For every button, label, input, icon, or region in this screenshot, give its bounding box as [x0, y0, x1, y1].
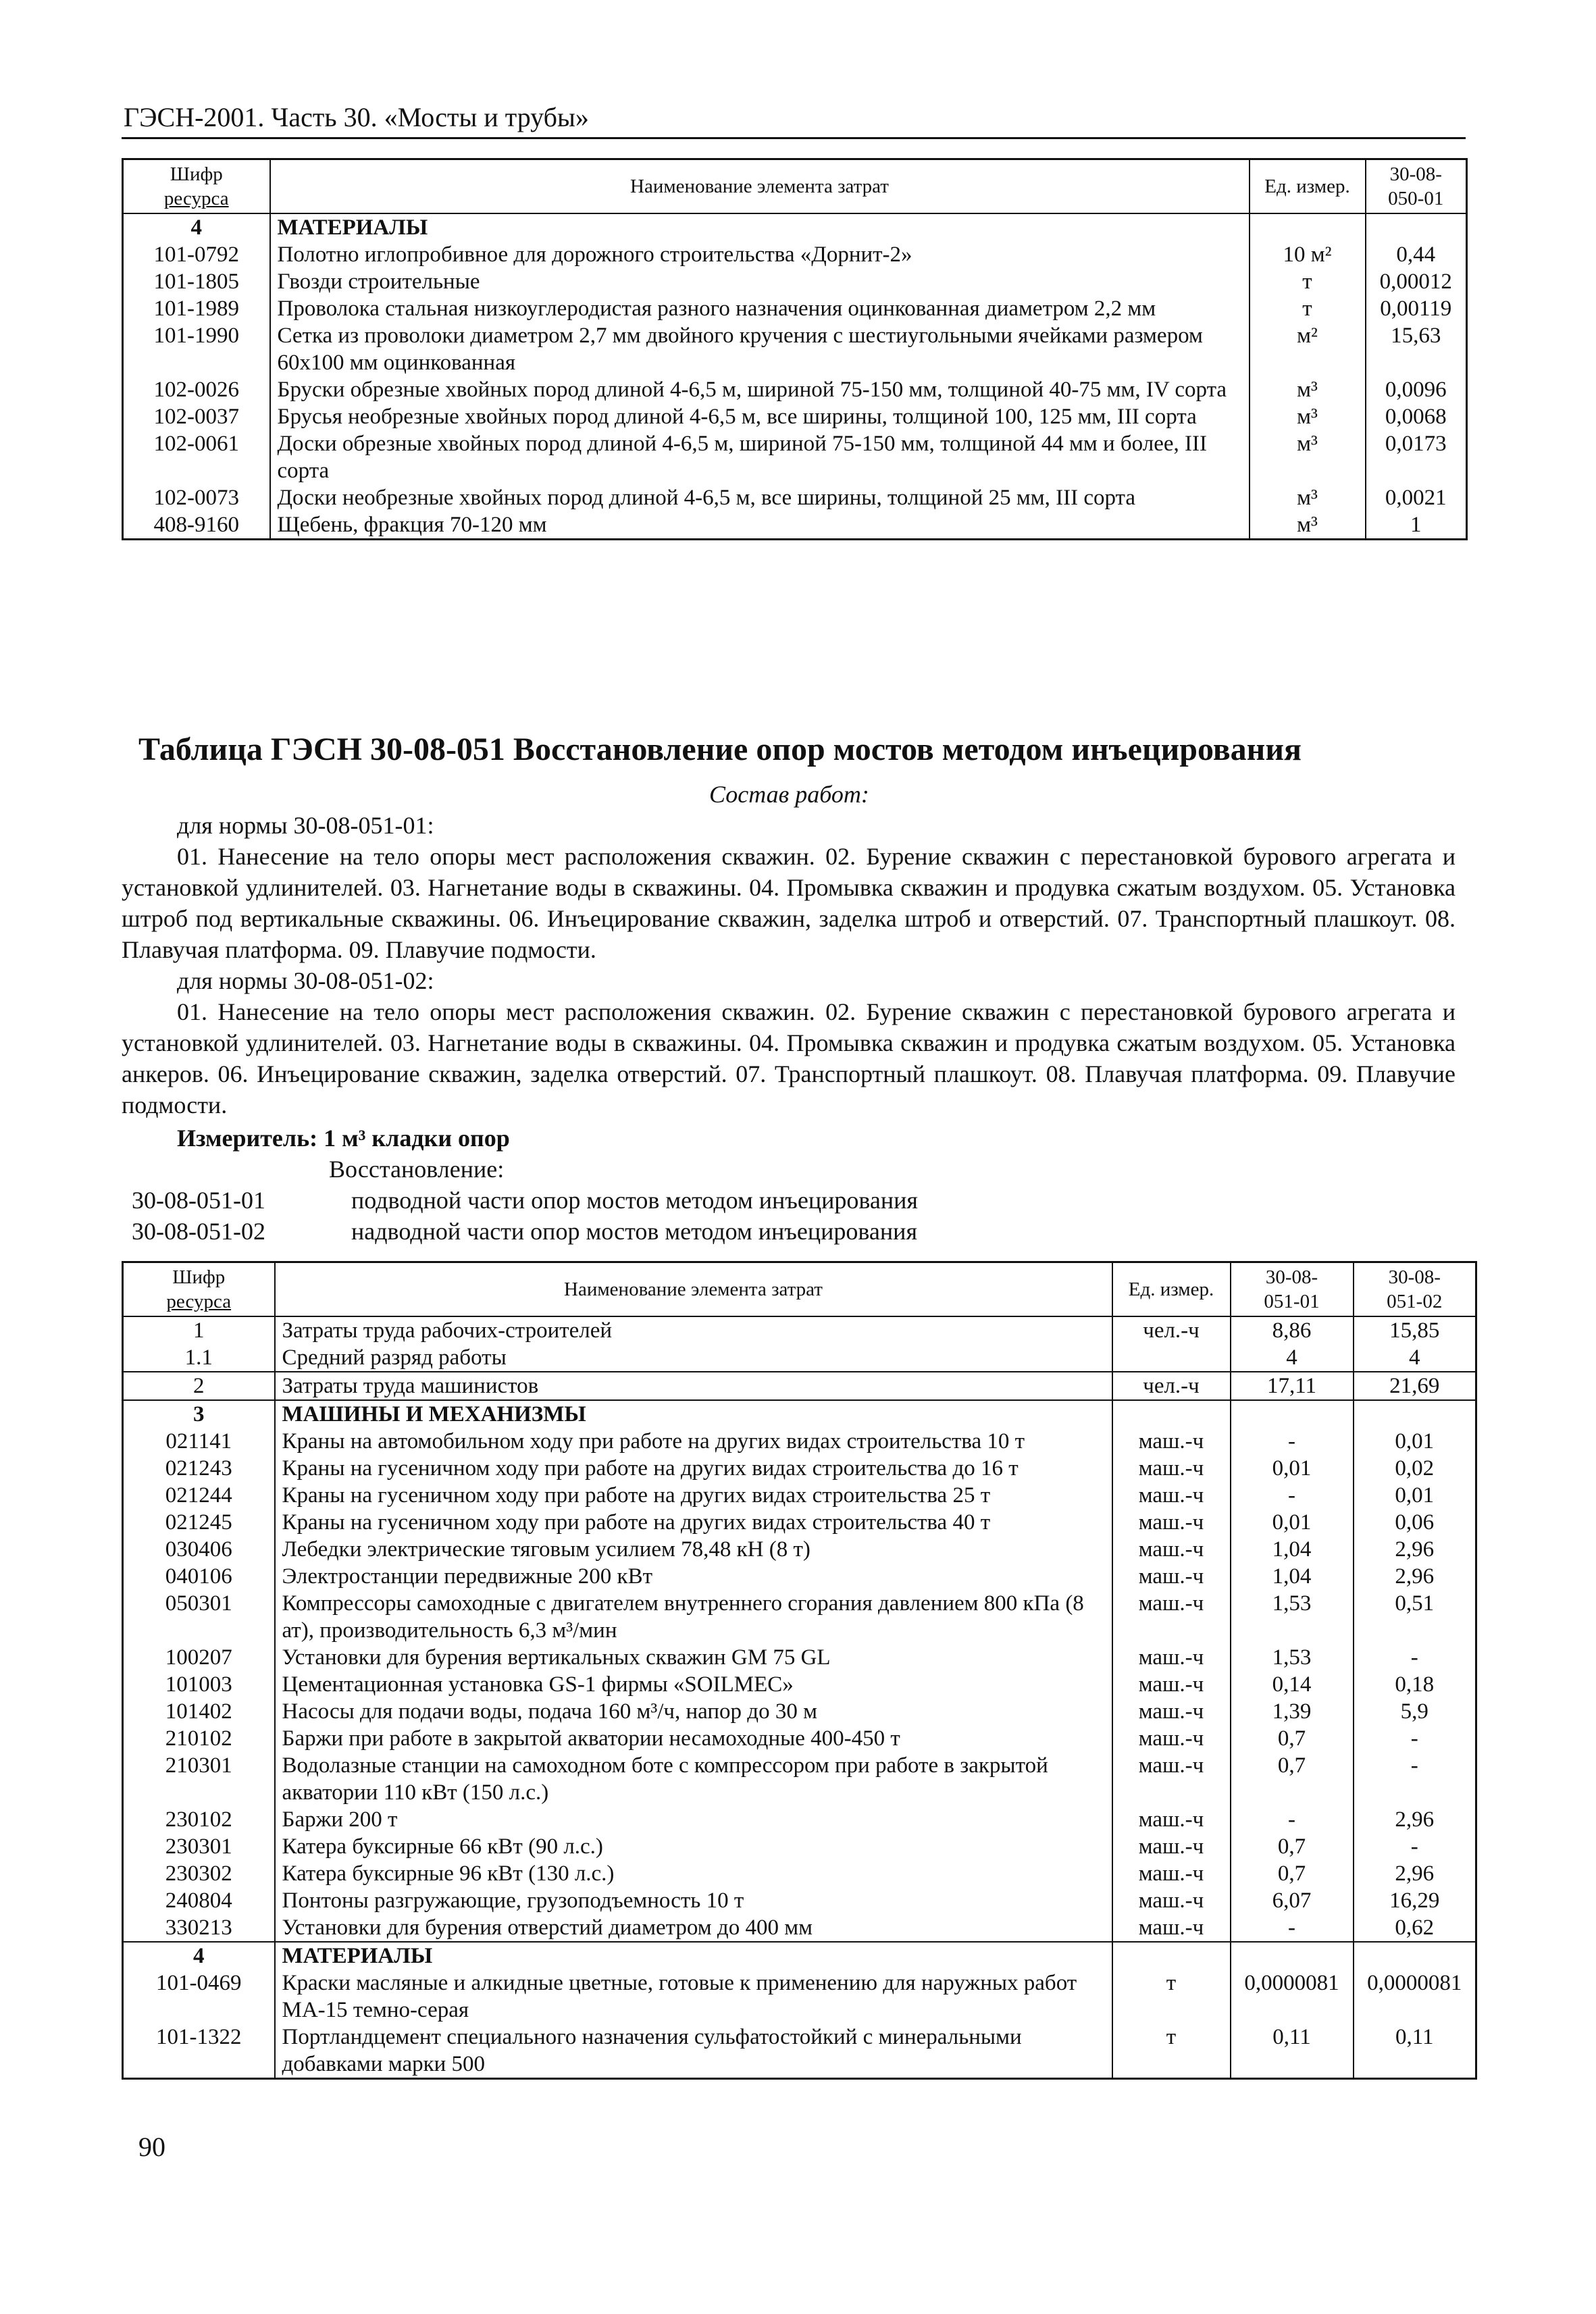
resources-table-051: [122, 1261, 1477, 2080]
cell-code: 230102: [123, 1806, 275, 1833]
cell-value-2: 0,11: [1354, 2024, 1476, 2079]
cell-value-2: 0,18: [1354, 1671, 1476, 1698]
cell-code: 1: [123, 1316, 275, 1344]
norm-item: [132, 1216, 917, 1247]
norm-code: 30-08-051-02: [132, 1218, 265, 1245]
cell-name: Краны на автомобильном ходу при работе на других видах строительства 10 т: [275, 1428, 1112, 1455]
table-row: [123, 2024, 1476, 2079]
cell-unit: м³: [1250, 511, 1366, 540]
table-row: [123, 1536, 1476, 1563]
cell-name: МАТЕРИАЛЫ: [275, 1942, 1112, 1970]
cell-value-1: 0,7: [1231, 1860, 1354, 1887]
cell-value-2: -: [1354, 1833, 1476, 1860]
header-code: Шифр ресурса: [123, 1262, 275, 1316]
norm-text: подводной части опор мостов методом инъецирования: [351, 1187, 918, 1214]
cell-name: Полотно иглопробивное для дорожного строительства «Дорнит-2»: [270, 241, 1250, 268]
table-row: [123, 1644, 1476, 1671]
cell-unit: чел.-ч: [1112, 1372, 1231, 1400]
measure-unit: Измеритель: 1 м³ кладки опор: [177, 1125, 510, 1152]
cell-value-2: 21,69: [1354, 1372, 1476, 1400]
norm-text: надводной части опор мостов методом инъецирования: [351, 1218, 918, 1245]
table-row: [123, 511, 1467, 540]
section-row: [123, 213, 1467, 241]
table-row: [123, 1806, 1476, 1833]
cell-name: Насосы для подачи воды, подача 160 м³/ч, напор до 30 м: [275, 1698, 1112, 1725]
cell-unit: маш.-ч: [1112, 1914, 1231, 1942]
cell-unit: м³: [1250, 484, 1366, 511]
cell-name: Баржи при работе в закрытой акватории несамоходные 400-450 т: [275, 1725, 1112, 1752]
cell-unit: маш.-ч: [1112, 1833, 1231, 1860]
cell-value-1: [1231, 1400, 1354, 1428]
cell-value-2: -: [1354, 1725, 1476, 1752]
cell-code: 021141: [123, 1428, 275, 1455]
cell-value-2: 2,96: [1354, 1860, 1476, 1887]
table-row: [123, 1914, 1476, 1942]
table-row: [123, 430, 1467, 484]
cell-value-2: 0,62: [1354, 1914, 1476, 1942]
cell-unit: маш.-ч: [1112, 1590, 1231, 1644]
cell-value-1: 1,04: [1231, 1563, 1354, 1590]
cell-name: Затраты труда машинистов: [275, 1372, 1112, 1400]
table-row: [123, 1344, 1476, 1372]
cell-value-2: [1354, 1942, 1476, 1970]
cell-value-1: 0,7: [1231, 1752, 1354, 1806]
cell-code: 021244: [123, 1482, 275, 1509]
cell-name: Краны на гусеничном ходу при работе на других видах строительства 40 т: [275, 1509, 1112, 1536]
table-header: [123, 159, 1467, 213]
cell-code: 210301: [123, 1752, 275, 1806]
cell-value-1: 0,01: [1231, 1455, 1354, 1482]
cell-value-1: 6,07: [1231, 1887, 1354, 1914]
cell-unit: чел.-ч: [1112, 1316, 1231, 1344]
cell-unit: м³: [1250, 376, 1366, 403]
cell-value-1: 0,00119: [1366, 295, 1467, 322]
table-row: [123, 1698, 1476, 1725]
cell-code: 102-0026: [123, 376, 270, 403]
cell-code: 101003: [123, 1671, 275, 1698]
cell-value-1: [1231, 1942, 1354, 1970]
cell-value-2: 4: [1354, 1344, 1476, 1372]
cell-value-1: 0,0096: [1366, 376, 1467, 403]
work-composition-heading: Состав работ:: [709, 781, 869, 808]
cell-name: Установки для бурения отверстий диаметром до 400 мм: [275, 1914, 1112, 1942]
cell-code: 102-0061: [123, 430, 270, 484]
cell-code: 101-1322: [123, 2024, 275, 2079]
cell-unit: маш.-ч: [1112, 1698, 1231, 1725]
cell-code: 100207: [123, 1644, 275, 1671]
table-row: [123, 1428, 1476, 1455]
cell-value-1: -: [1231, 1482, 1354, 1509]
cell-code: 030406: [123, 1536, 275, 1563]
cell-code: 101-0469: [123, 1970, 275, 2024]
cell-name: Компрессоры самоходные с двигателем внутреннего сгорания давлением 800 кПа (8 ат), производительность 6,3 м³/мин: [275, 1590, 1112, 1644]
header-code: Шифр ресурса: [123, 159, 270, 213]
table-row: [123, 1482, 1476, 1509]
cell-code: 021245: [123, 1509, 275, 1536]
cell-code: 3: [123, 1400, 275, 1428]
cell-name: Цементационная установка GS-1 фирмы «SOILMEC»: [275, 1671, 1112, 1698]
table-row: [123, 1590, 1476, 1644]
cell-unit: маш.-ч: [1112, 1455, 1231, 1482]
table-row: [123, 1970, 1476, 2024]
cell-value-2: 0,51: [1354, 1590, 1476, 1644]
cell-value-1: 8,86: [1231, 1316, 1354, 1344]
cell-value-1: -: [1231, 1428, 1354, 1455]
table-row: [123, 1563, 1476, 1590]
cell-name: МАТЕРИАЛЫ: [270, 213, 1250, 241]
cell-value-2: 5,9: [1354, 1698, 1476, 1725]
cell-value-2: 0,02: [1354, 1455, 1476, 1482]
cell-unit: маш.-ч: [1112, 1671, 1231, 1698]
running-header: ГЭСН-2001. Часть 30. «Мосты и трубы»: [124, 102, 589, 132]
table-row: [123, 1887, 1476, 1914]
cell-value-1: 1,53: [1231, 1590, 1354, 1644]
cell-unit: м³: [1250, 403, 1366, 430]
table-header: [123, 1262, 1476, 1316]
cell-value-2: 16,29: [1354, 1887, 1476, 1914]
cell-value-1: 0,14: [1231, 1671, 1354, 1698]
cell-unit: маш.-ч: [1112, 1482, 1231, 1509]
cell-code: 050301: [123, 1590, 275, 1644]
table-body: [123, 1316, 1476, 2079]
cell-value-1: 17,11: [1231, 1372, 1354, 1400]
cell-code: 021243: [123, 1455, 275, 1482]
cell-value-1: 0,0021: [1366, 484, 1467, 511]
cell-name: Водолазные станции на самоходном боте с компрессором при работе в закрытой акватории 110 кВт (150 л.с.): [275, 1752, 1112, 1806]
table-row: [123, 322, 1467, 376]
section-row: [123, 1400, 1476, 1428]
cell-value-1: 4: [1231, 1344, 1354, 1372]
cell-code: 1.1: [123, 1344, 275, 1372]
header-col-051-02: 30-08- 051-02: [1354, 1262, 1476, 1316]
table-row: [123, 1725, 1476, 1752]
header-col-051-01: 30-08- 051-01: [1231, 1262, 1354, 1316]
cell-code: 2: [123, 1372, 275, 1400]
cell-name: Доски необрезные хвойных пород длиной 4-6,5 м, все ширины, толщиной 25 мм, III сорта: [270, 484, 1250, 511]
table-row: [123, 1833, 1476, 1860]
cell-unit: т: [1250, 295, 1366, 322]
cell-value-2: 0,01: [1354, 1482, 1476, 1509]
cell-value-2: 0,0000081: [1354, 1970, 1476, 2024]
cell-unit: маш.-ч: [1112, 1752, 1231, 1806]
cell-value-1: [1366, 213, 1467, 241]
cell-value-1: -: [1231, 1914, 1354, 1942]
cell-code: 230302: [123, 1860, 275, 1887]
cell-name: Сетка из проволоки диаметром 2,7 мм двойного кручения с шестиугольными ячейками размером 60х100 мм оцинкованная: [270, 322, 1250, 376]
cell-value-1: 0,00012: [1366, 268, 1467, 295]
cell-value-1: 1,39: [1231, 1698, 1354, 1725]
cell-code: 101-1805: [123, 268, 270, 295]
norm1-label: для нормы 30-08-051-01:: [177, 812, 434, 839]
cell-code: 101402: [123, 1698, 275, 1725]
cell-value-1: 0,0000081: [1231, 1970, 1354, 2024]
table-row: [123, 1455, 1476, 1482]
cell-value-2: 15,85: [1354, 1316, 1476, 1344]
cell-unit: т: [1250, 268, 1366, 295]
cell-code: 101-1990: [123, 322, 270, 376]
cell-code: 330213: [123, 1914, 275, 1942]
cell-name: Электростанции передвижные 200 кВт: [275, 1563, 1112, 1590]
table-row: [123, 1372, 1476, 1400]
cell-unit: маш.-ч: [1112, 1428, 1231, 1455]
cell-code: 4: [123, 213, 270, 241]
cell-value-1: 0,7: [1231, 1833, 1354, 1860]
section-row: [123, 1942, 1476, 1970]
cell-unit: маш.-ч: [1112, 1644, 1231, 1671]
table-row: [123, 1316, 1476, 1344]
cell-name: Краски масляные и алкидные цветные, готовые к применению для наружных работ МА-15 темно-серая: [275, 1970, 1112, 2024]
cell-value-1: 1: [1366, 511, 1467, 540]
cell-unit: т: [1112, 2024, 1231, 2079]
cell-name: Установки для бурения вертикальных скважин GM 75 GL: [275, 1644, 1112, 1671]
header-name: Наименование элемента затрат: [270, 159, 1250, 213]
cell-code: 230301: [123, 1833, 275, 1860]
cell-name: Брусья необрезные хвойных пород длиной 4-6,5 м, все ширины, толщиной 100, 125 мм, III сорта: [270, 403, 1250, 430]
cell-name: Затраты труда рабочих-строителей: [275, 1316, 1112, 1344]
cell-unit: маш.-ч: [1112, 1536, 1231, 1563]
cell-value-2: 0,01: [1354, 1428, 1476, 1455]
norm1-work-text: 01. Нанесение на тело опоры мест расположения скважин. 02. Бурение скважин с перестановкой бурового агрегата и установкой удлинителей. 03. Нагнетание воды в скважины. 04. Промывка скважин и продувка сжатым воздухом. 05. Установка штроб под вертикальные скважины. 06. Инъецирование скважин, заделка штроб и отверстий. 07. Транспортный плашкоут. 08. Плавучая платформа. 09. Плавучие подмости.: [122, 843, 1456, 963]
cell-name: Баржи 200 т: [275, 1806, 1112, 1833]
cell-unit: маш.-ч: [1112, 1725, 1231, 1752]
table-row: [123, 376, 1467, 403]
cell-name: Доски обрезные хвойных пород длиной 4-6,5 м, шириной 75-150 мм, толщиной 44 мм и более, III сорта: [270, 430, 1250, 484]
cell-name: Бруски обрезные хвойных пород длиной 4-6,5 м, шириной 75-150 мм, толщиной 40-75 мм, IV сорта: [270, 376, 1250, 403]
cell-code: 4: [123, 1942, 275, 1970]
cell-code: 210102: [123, 1725, 275, 1752]
table-row: [123, 484, 1467, 511]
cell-name: Понтоны разгружающие, грузоподъемность 10 т: [275, 1887, 1112, 1914]
cell-name: Портландцемент специального назначения сульфатостойкий с минеральными добавками марки 500: [275, 2024, 1112, 2079]
header-col-050-01: 30-08- 050-01: [1366, 159, 1467, 213]
cell-unit: м²: [1250, 322, 1366, 376]
cell-unit: [1250, 213, 1366, 241]
header-name: Наименование элемента затрат: [275, 1262, 1112, 1316]
norm2-label: для нормы 30-08-051-02:: [177, 967, 434, 994]
table-body: [123, 213, 1467, 540]
page-number: 90: [138, 2132, 165, 2162]
table-row: [123, 295, 1467, 322]
cell-name: Средний разряд работы: [275, 1344, 1112, 1372]
cell-code: 040106: [123, 1563, 275, 1590]
cell-unit: маш.-ч: [1112, 1887, 1231, 1914]
cell-value-1: 0,44: [1366, 241, 1467, 268]
cell-name: Краны на гусеничном ходу при работе на других видах строительства до 16 т: [275, 1455, 1112, 1482]
header-unit: Ед. измер.: [1250, 159, 1366, 213]
cell-code: 102-0073: [123, 484, 270, 511]
cell-unit: 10 м²: [1250, 241, 1366, 268]
cell-unit: маш.-ч: [1112, 1563, 1231, 1590]
cell-value-2: -: [1354, 1752, 1476, 1806]
table-row: [123, 403, 1467, 430]
cell-value-1: 0,11: [1231, 2024, 1354, 2079]
restore-label: Восстановление:: [329, 1156, 505, 1183]
table-row: [123, 1509, 1476, 1536]
cell-value-1: 0,0173: [1366, 430, 1467, 484]
cell-unit: [1112, 1344, 1231, 1372]
cell-code: 102-0037: [123, 403, 270, 430]
cell-code: 408-9160: [123, 511, 270, 540]
cell-name: Катера буксирные 96 кВт (130 л.с.): [275, 1860, 1112, 1887]
cell-unit: т: [1112, 1970, 1231, 2024]
table-row: [123, 1860, 1476, 1887]
table-row: [123, 1671, 1476, 1698]
cell-value-2: -: [1354, 1644, 1476, 1671]
header-rule: [122, 137, 1466, 139]
table-row: [123, 268, 1467, 295]
table-title: Таблица ГЭСН 30-08-051 Восстановление опор мостов методом инъецирования: [138, 731, 1302, 767]
table-row: [123, 1752, 1476, 1806]
cell-name: Катера буксирные 66 кВт (90 л.с.): [275, 1833, 1112, 1860]
cell-unit: маш.-ч: [1112, 1509, 1231, 1536]
cell-name: Лебедки электрические тяговым усилием 78,48 кН (8 т): [275, 1536, 1112, 1563]
cell-unit: маш.-ч: [1112, 1860, 1231, 1887]
cell-value-2: 2,96: [1354, 1806, 1476, 1833]
table-row: [123, 241, 1467, 268]
cell-name: МАШИНЫ И МЕХАНИЗМЫ: [275, 1400, 1112, 1428]
materials-table-050: [122, 158, 1468, 540]
norm-code: 30-08-051-01: [132, 1187, 265, 1214]
cell-code: 101-0792: [123, 241, 270, 268]
cell-value-2: 2,96: [1354, 1563, 1476, 1590]
cell-value-2: 0,06: [1354, 1509, 1476, 1536]
cell-value-1: 0,7: [1231, 1725, 1354, 1752]
cell-name: Щебень, фракция 70-120 мм: [270, 511, 1250, 540]
cell-unit: м³: [1250, 430, 1366, 484]
cell-value-1: 1,53: [1231, 1644, 1354, 1671]
cell-value-2: [1354, 1400, 1476, 1428]
norm-item: [132, 1185, 918, 1216]
cell-value-2: 2,96: [1354, 1536, 1476, 1563]
cell-unit: маш.-ч: [1112, 1806, 1231, 1833]
cell-value-1: 0,01: [1231, 1509, 1354, 1536]
cell-value-1: 1,04: [1231, 1536, 1354, 1563]
cell-value-1: 0,0068: [1366, 403, 1467, 430]
cell-value-1: 15,63: [1366, 322, 1467, 376]
cell-unit: [1112, 1942, 1231, 1970]
cell-code: 101-1989: [123, 295, 270, 322]
header-unit: Ед. измер.: [1112, 1262, 1231, 1316]
cell-unit: [1112, 1400, 1231, 1428]
cell-name: Гвозди строительные: [270, 268, 1250, 295]
cell-name: Краны на гусеничном ходу при работе на других видах строительства 25 т: [275, 1482, 1112, 1509]
norm2-work-text: 01. Нанесение на тело опоры мест расположения скважин. 02. Бурение скважин с перестановкой бурового агрегата и установкой удлинителей. 03. Нагнетание воды в скважины. 04. Промывка скважин и продувка сжатым воздухом. 05. Установка анкеров. 06. Инъецирование скважин, заделка отверстий. 07. Транспортный плашкоут. 08. Плавучая платформа. 09. Плавучие подмости.: [122, 998, 1456, 1119]
cell-code: 240804: [123, 1887, 275, 1914]
cell-value-1: -: [1231, 1806, 1354, 1833]
cell-name: Проволока стальная низкоуглеродистая разного назначения оцинкованная диаметром 2,2 мм: [270, 295, 1250, 322]
